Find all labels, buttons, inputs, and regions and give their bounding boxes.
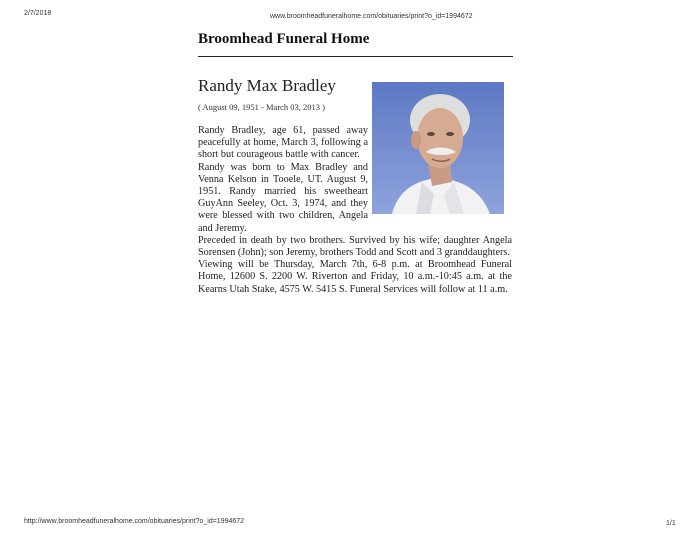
- footer-url: http://www.broomheadfuneralhome.com/obituaries/print?o_id=1994672: [24, 518, 245, 525]
- life-dates: ( August 09, 1951 - March 03, 2013 ): [198, 102, 326, 112]
- obituary-text: [198, 125, 512, 296]
- site-title: Broomhead Funeral Home: [198, 31, 370, 47]
- deceased-name: Randy Max Bradley: [198, 76, 336, 95]
- obituary-paragraph: Preceded in death by two brothers. Survived by his wife; daughter Angela Sorensen (John); son Jeremy, brothers Todd and Scott and 3 granddaughters.: [198, 234, 512, 259]
- obituary-paragraph: Randy was born to Max Bradley and Venna Kelson in Tooele, UT. August 9, 1951. Randy married his sweetheart GuyAnn Seeley, Oct. 3, 1974, and they were blessed with two children, Angela and Jeremy.: [198, 161, 368, 234]
- obituary-paragraph: Viewing will be Thursday, March 7th, 6-8 p.m. at Broomhead Funeral Home, 12600 S. 2200 W. Riverton and Friday, 10 a.m.-10:45 a.m. at the Kearns Utah Stake, 4575 W. 5415 S. Funeral Services will follow at 11 a.m.: [198, 259, 512, 295]
- page-number: 1/1: [666, 520, 676, 527]
- obituary-paragraph: Randy Bradley, age 61, passed away peacefully at home, March 3, following a short but courageous battle with cancer.: [198, 125, 368, 161]
- print-url: www.broomheadfuneralhome.com/obituaries/print?o_id=1994672: [270, 13, 473, 20]
- print-date: 2/7/2018: [24, 10, 52, 17]
- title-divider: [198, 56, 513, 57]
